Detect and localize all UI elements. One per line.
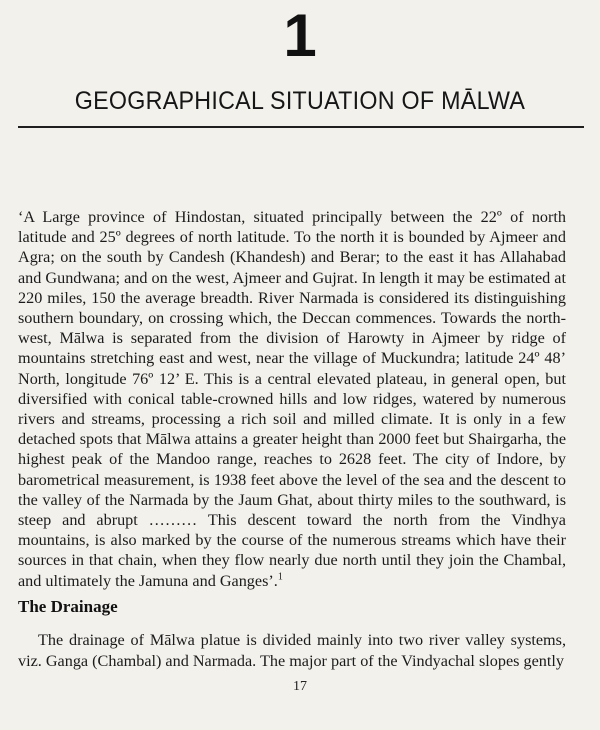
chapter-title: GEOGRAPHICAL SITUATION OF MĀLWA — [74, 87, 526, 115]
chapter-number: 1 — [283, 2, 317, 69]
quote-paragraph — [18, 207, 566, 591]
quote-text: ‘A Large province of Hindostan, situated principally between the 22º of north latitude and 25º degrees of north latitude. To the north it is bounded by Ajmeer and Agra; on the south by Candesh (Khandesh) and Berar; to the east it has Allahabad and Gundwana; and on the west, Ajmeer and Gujrat. In length it may be estimated at 220 miles, 150 the average breadth. River Narmada is considered its distinguishing southern boundary, on crossing which, the Deccan commences. Towards the north-west, Mālwa is separated from the division of Harowty in Ajmeer by ridge of mountains stretching east and west, near the village of Muckundra; latitude 24º 48’ North, longitude 76º 12’ E. This is a central elevated plateau, in general open, but diversified with conical table-crowned hills and low ridges, watered by numerous rivers and streams, processing a rich soil and milled climate. It is only in a few detached spots that Mālwa attains a greater height than 2000 feet but Shairgarha, the highest peak of the Mandoo range, reaches to 2628 feet. The city of Indore, by barometrical measurement, is 1938 feet above the level of the sea and the descent to the valley of the Narmada by the Jaum Ghat, about thirty miles to the southward, is steep and abrupt ……… This descent toward the north from the Vindhya mountains, is also marked by the course of the numerous streams which have their sources in that chain, when they flow nearly due north until they join the Chambal, and ultimately the Jamuna and Ganges’. — [18, 208, 566, 590]
footnote-marker[interactable]: 1 — [277, 571, 283, 583]
page-number: 17 — [293, 679, 307, 694]
title-rule — [18, 126, 584, 128]
section-heading: The Drainage — [18, 597, 118, 616]
section-paragraph: The drainage of Mālwa platue is divided mainly into two river valley systems, viz. Ganga (Chambal) and Narmada. The major part of the Vindyachal slopes gently — [18, 631, 566, 670]
